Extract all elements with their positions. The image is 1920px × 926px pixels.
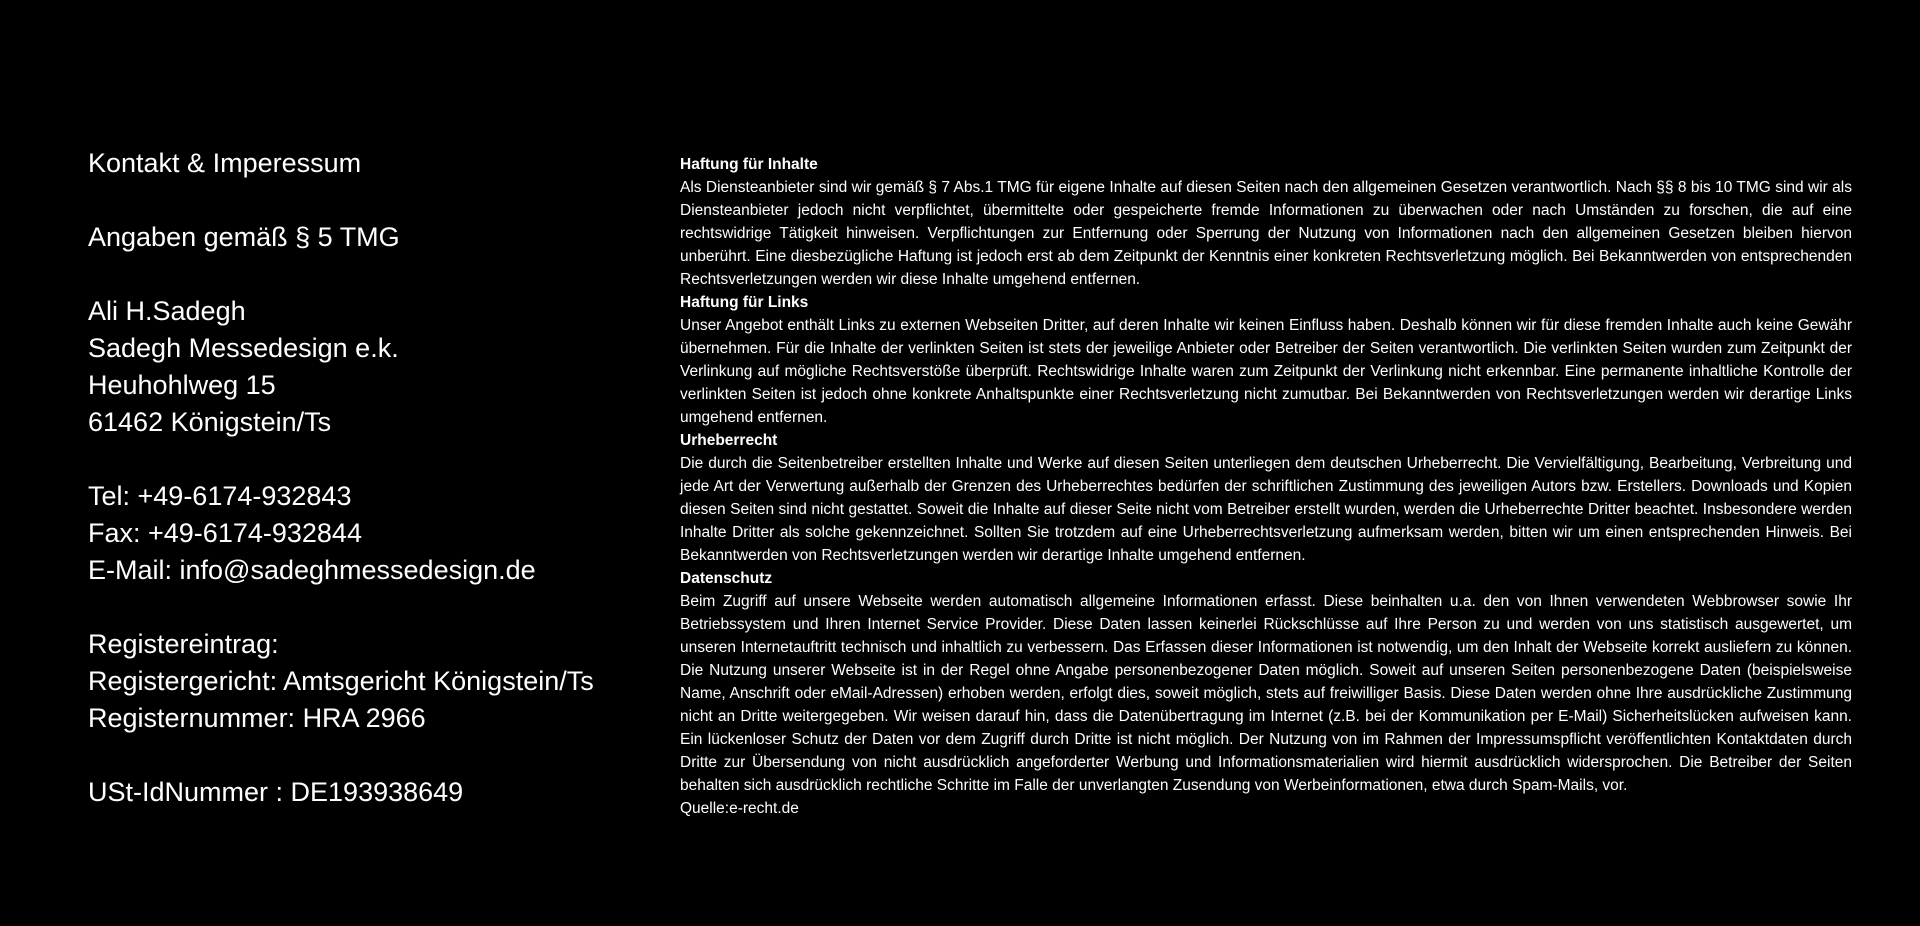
spacer	[88, 441, 648, 478]
street-address: Heuhohlweg 15	[88, 370, 276, 400]
register-court: Registergericht: Amtsgericht Königstein/Ts	[88, 666, 594, 696]
spacer	[88, 589, 648, 626]
spacer	[88, 182, 648, 219]
spacer	[88, 737, 648, 774]
phone-number: Tel: +49-6174-932843	[88, 481, 352, 511]
section-heading-content-liability: Haftung für Inhalte	[680, 156, 818, 173]
contact-block	[88, 145, 648, 811]
register-number: Registernummer: HRA 2966	[88, 703, 426, 733]
email-address: E-Mail: info@sadeghmessedesign.de	[88, 555, 536, 585]
city-address: 61462 Königstein/Ts	[88, 407, 332, 437]
fax-number: Fax: +49-6174-932844	[88, 518, 362, 548]
source-note: Quelle:e-recht.de	[680, 800, 799, 817]
section-body-content-liability: Als Diensteanbieter sind wir gemäß § 7 Abs.1 TMG für eigene Inhalte auf diesen Seiten nach den allgemeinen Gesetzen verantwortlich. Nach §§ 8 bis 10 TMG sind wir als Diensteanbieter jedoch nicht verpflichtet, übermittelte oder gespeicherte fremde Informationen zu überwachen oder nach Umständen zu forschen, die auf eine rechtswidrige Tätigkeit hinweisen. Verpflichtungen zur Entfernung oder Sperrung der Nutzung von Informationen nach den allgemeinen Gesetzen bleiben hiervon unberührt. Eine diesbezügliche Haftung ist jedoch erst ab dem Zeitpunkt der Kenntnis einer konkreten Rechtsverletzung möglich. Bei Bekanntwerden von entsprechenden Rechtsverletzungen werden wir diese Inhalte umgehend entfernen.	[680, 179, 1852, 288]
page-title: Kontakt & Imperessum	[88, 148, 362, 178]
owner-name: Ali H.Sadegh	[88, 296, 246, 326]
spacer	[88, 256, 648, 293]
section-heading-privacy: Datenschutz	[680, 570, 773, 587]
section-heading-link-liability: Haftung für Links	[680, 294, 809, 311]
disclaimer-block	[680, 153, 1852, 820]
legal-reference: Angaben gemäß § 5 TMG	[88, 222, 400, 252]
section-body-privacy: Beim Zugriff auf unsere Webseite werden automatisch allgemeine Informationen erfasst. Diese beinhalten u.a. den von Ihnen verwendeten Webbrowser sowie Ihr Betriebssystem und Ihren Internet Service Provider. Diese Daten lassen keinerlei Rückschlüsse auf Ihre Person zu und werden von uns statistisch ausgewertet, um unseren Internetauftritt technisch und inhaltlich zu verbessern. Das Erfassen dieser Informationen ist notwendig, um den Inhalt der Webseite korrekt ausliefern zu können. Die Nutzung unserer Webseite ist in der Regel ohne Angabe personenbezogener Daten möglich. Soweit auf unseren Seiten personenbezogene Daten (beispielsweise Name, Anschrift oder eMail-Adressen) erhoben werden, erfolgt dies, soweit möglich, stets auf freiwilliger Basis. Diese Daten werden ohne Ihre ausdrückliche Zustimmung nicht an Dritte weitergegeben. Wir weisen darauf hin, dass die Datenübertragung im Internet (z.B. bei der Kommunikation per E-Mail) Sicherheitslücken aufweisen kann. Ein lückenloser Schutz der Daten vor dem Zugriff durch Dritte ist nicht möglich. Der Nutzung von im Rahmen der Impressumspflicht veröffentlichten Kontaktdaten durch Dritte zur Übersendung von nicht ausdrücklich angeforderter Werbung und Informationsmaterialien wird hiermit ausdrücklich widersprochen. Die Betreiber der Seiten behalten sich ausdrücklich rechtliche Schritte im Falle der unverlangten Zusendung von Werbeinformationen, etwa durch Spam-Mails, vor.	[680, 593, 1852, 794]
section-heading-copyright: Urheberrecht	[680, 432, 778, 449]
company-name: Sadegh Messedesign e.k.	[88, 333, 399, 363]
register-heading: Registereintrag:	[88, 629, 279, 659]
section-body-link-liability: Unser Angebot enthält Links zu externen Webseiten Dritter, auf deren Inhalte wir keinen Einfluss haben. Deshalb können wir für diese fremden Inhalte auch keine Gewähr übernehmen. Für die Inhalte der verlinkten Seiten ist stets der jeweilige Anbieter oder Betreiber der Seiten verantwortlich. Die verlinkten Seiten wurden zum Zeitpunkt der Verlinkung auf mögliche Rechtsverstöße überprüft. Rechtswidrige Inhalte waren zum Zeitpunkt der Verlinkung nicht erkennbar. Eine permanente inhaltliche Kontrolle der verlinkten Seiten ist jedoch ohne konkrete Anhaltspunkte einer Rechtsverletzung nicht zumutbar. Bei Bekanntwerden von Rechtsverletzungen werden wir derartige Links umgehend entfernen.	[680, 317, 1852, 426]
vat-id: USt-IdNummer : DE193938649	[88, 777, 464, 807]
section-body-copyright: Die durch die Seitenbetreiber erstellten Inhalte und Werke auf diesen Seiten unterliegen dem deutschen Urheberrecht. Die Vervielfältigung, Bearbeitung, Verbreitung und jede Art der Verwertung außerhalb der Grenzen des Urheberrechtes bedürfen der schriftlichen Zustimmung des jeweiligen Autors bzw. Erstellers. Downloads und Kopien diesen Seiten sind nicht gestattet. Soweit die Inhalte auf dieser Seite nicht vom Betreiber erstellt wurden, werden die Urheberrechte Dritter beachtet. Insbesondere werden Inhalte Dritter als solche gekennzeichnet. Sollten Sie trotzdem auf eine Urheberrechtsverletzung aufmerksam werden, bitten wir um einen entsprechenden Hinweis. Bei Bekanntwerden von Rechtsverletzungen werden wir derartige Inhalte umgehend entfernen.	[680, 455, 1852, 564]
